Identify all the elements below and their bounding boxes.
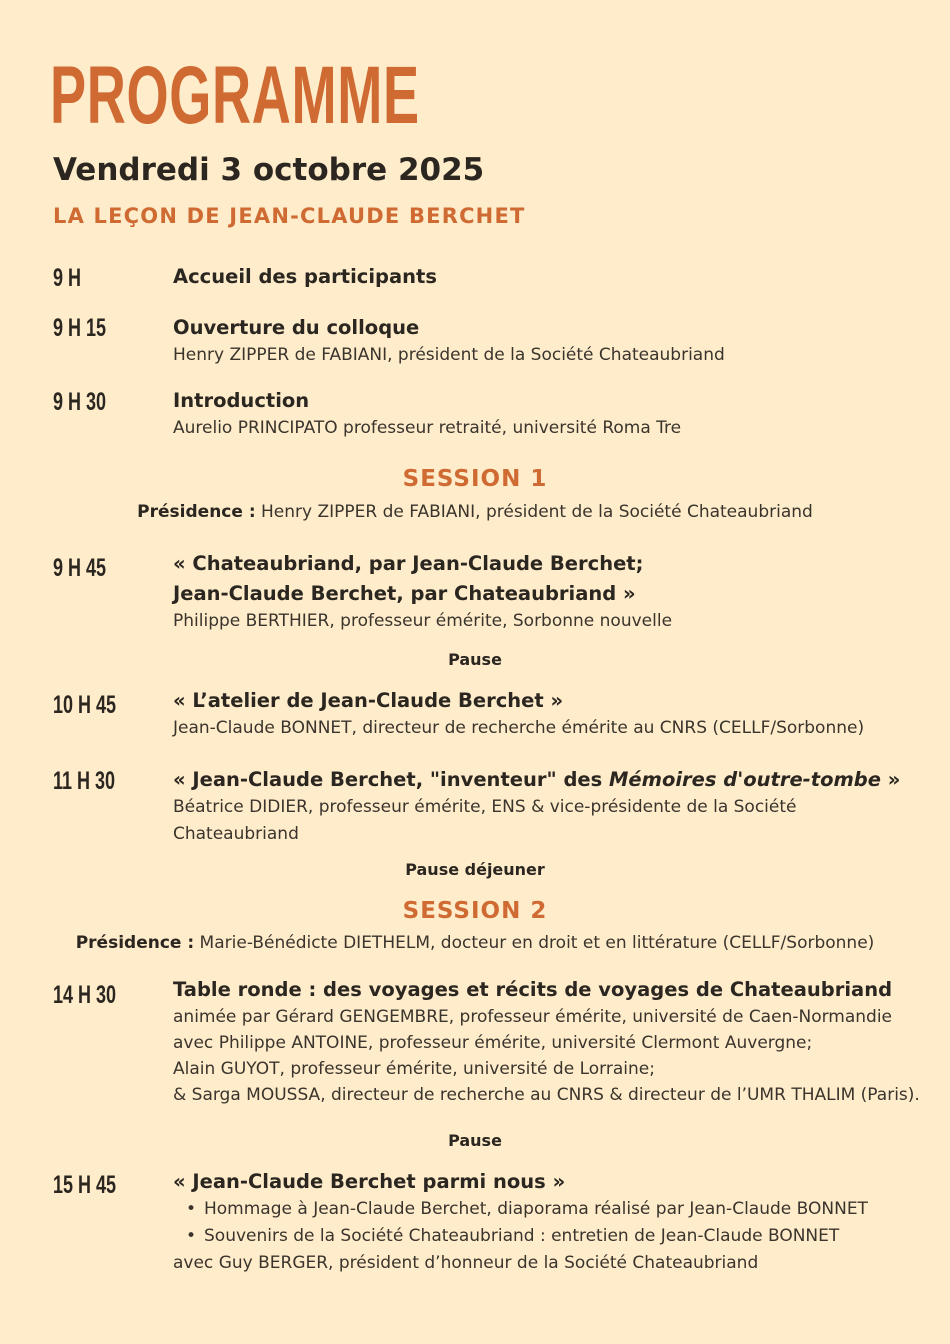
bullet-item: [186, 1223, 839, 1249]
event-subtitle: LA LEÇON DE JEAN-CLAUDE BERCHET: [53, 204, 526, 228]
time-slot: 9 H: [53, 264, 82, 292]
item-heading: « L’atelier de Jean-Claude Berchet »: [173, 689, 564, 712]
session-presidence: [0, 930, 950, 956]
pause-label: Pause déjeuner: [405, 860, 545, 879]
presidence-name: Marie-Bénédicte DIETHELM, docteur en droit et en littérature (CELLF/Sorbonne): [194, 933, 875, 953]
item-heading: Ouverture du colloque: [173, 316, 420, 339]
speaker-line: Philippe BERTHIER, professeur émérite, Sorbonne nouvelle: [173, 611, 673, 631]
speaker-line: avec Guy BERGER, président d’honneur de la Société Chateaubriand: [173, 1253, 759, 1273]
book-title: Mémoires d'outre-tombe: [609, 768, 881, 791]
item-heading: Table ronde : des voyages et récits de voyages de Chateaubriand: [173, 978, 893, 1001]
heading-part: « Jean-Claude Berchet, "inventeur" des: [173, 768, 610, 791]
item-heading: Introduction: [173, 389, 310, 412]
time-slot: 9 H 15: [53, 314, 107, 342]
time-slot: 15 H 45: [53, 1171, 117, 1199]
time-slot: 10 H 45: [53, 691, 117, 719]
heading-part: »: [880, 768, 901, 791]
time-slot: 9 H 30: [53, 388, 107, 416]
bullet-icon: •: [186, 1226, 197, 1246]
bullet-text: Hommage à Jean-Claude Berchet, diaporama réalisé par Jean-Claude BONNET: [204, 1199, 868, 1219]
speaker-line: Béatrice DIDIER, professeur émérite, ENS & vice-présidente de la Société: [173, 797, 797, 817]
session-title: SESSION 1: [402, 466, 548, 492]
item-heading: Jean-Claude Berchet, par Chateaubriand »: [173, 582, 636, 605]
bullet-icon: •: [186, 1199, 197, 1219]
item-heading: [173, 767, 900, 793]
item-heading: « Jean-Claude Berchet parmi nous »: [173, 1170, 566, 1193]
session-title: SESSION 2: [402, 898, 548, 924]
presidence-label: Présidence :: [75, 933, 195, 953]
speaker-line: Henry ZIPPER de FABIANI, président de la Société Chateaubriand: [173, 345, 725, 365]
session-presidence: [0, 499, 950, 525]
bullet-text: Souvenirs de la Société Chateaubriand : entretien de Jean-Claude BONNET: [204, 1226, 840, 1246]
speaker-line: Jean-Claude BONNET, directeur de recherche émérite au CNRS (CELLF/Sorbonne): [173, 718, 865, 738]
speaker-line: animée par Gérard GENGEMBRE, professeur émérite, université de Caen-Normandie: [173, 1007, 893, 1027]
time-slot: 14 H 30: [53, 981, 117, 1009]
pause-label: Pause: [448, 650, 502, 669]
presidence-name: Henry ZIPPER de FABIANI, président de la Société Chateaubriand: [255, 502, 813, 522]
item-heading: Accueil des participants: [173, 265, 437, 288]
bullet-item: [186, 1196, 868, 1222]
speaker-line: & Sarga MOUSSA, directeur de recherche au CNRS & directeur de l’UMR THALIM (Paris).: [173, 1085, 920, 1105]
item-heading: « Chateaubriand, par Jean-Claude Berchet;: [173, 552, 644, 575]
speaker-line: avec Philippe ANTOINE, professeur émérite, université Clermont Auvergne;: [173, 1033, 813, 1053]
speaker-line: Chateaubriand: [173, 824, 299, 844]
presidence-label: Présidence :: [137, 502, 256, 522]
time-slot: 9 H 45: [53, 554, 107, 582]
speaker-line: Aurelio PRINCIPATO professeur retraité, université Roma Tre: [173, 418, 682, 438]
speaker-line: Alain GUYOT, professeur émérite, université de Lorraine;: [173, 1059, 655, 1079]
page-title: PROGRAMME: [50, 50, 420, 141]
pause-label: Pause: [448, 1131, 502, 1150]
time-slot: 11 H 30: [53, 767, 116, 795]
event-date: Vendredi 3 octobre 2025: [53, 152, 485, 188]
